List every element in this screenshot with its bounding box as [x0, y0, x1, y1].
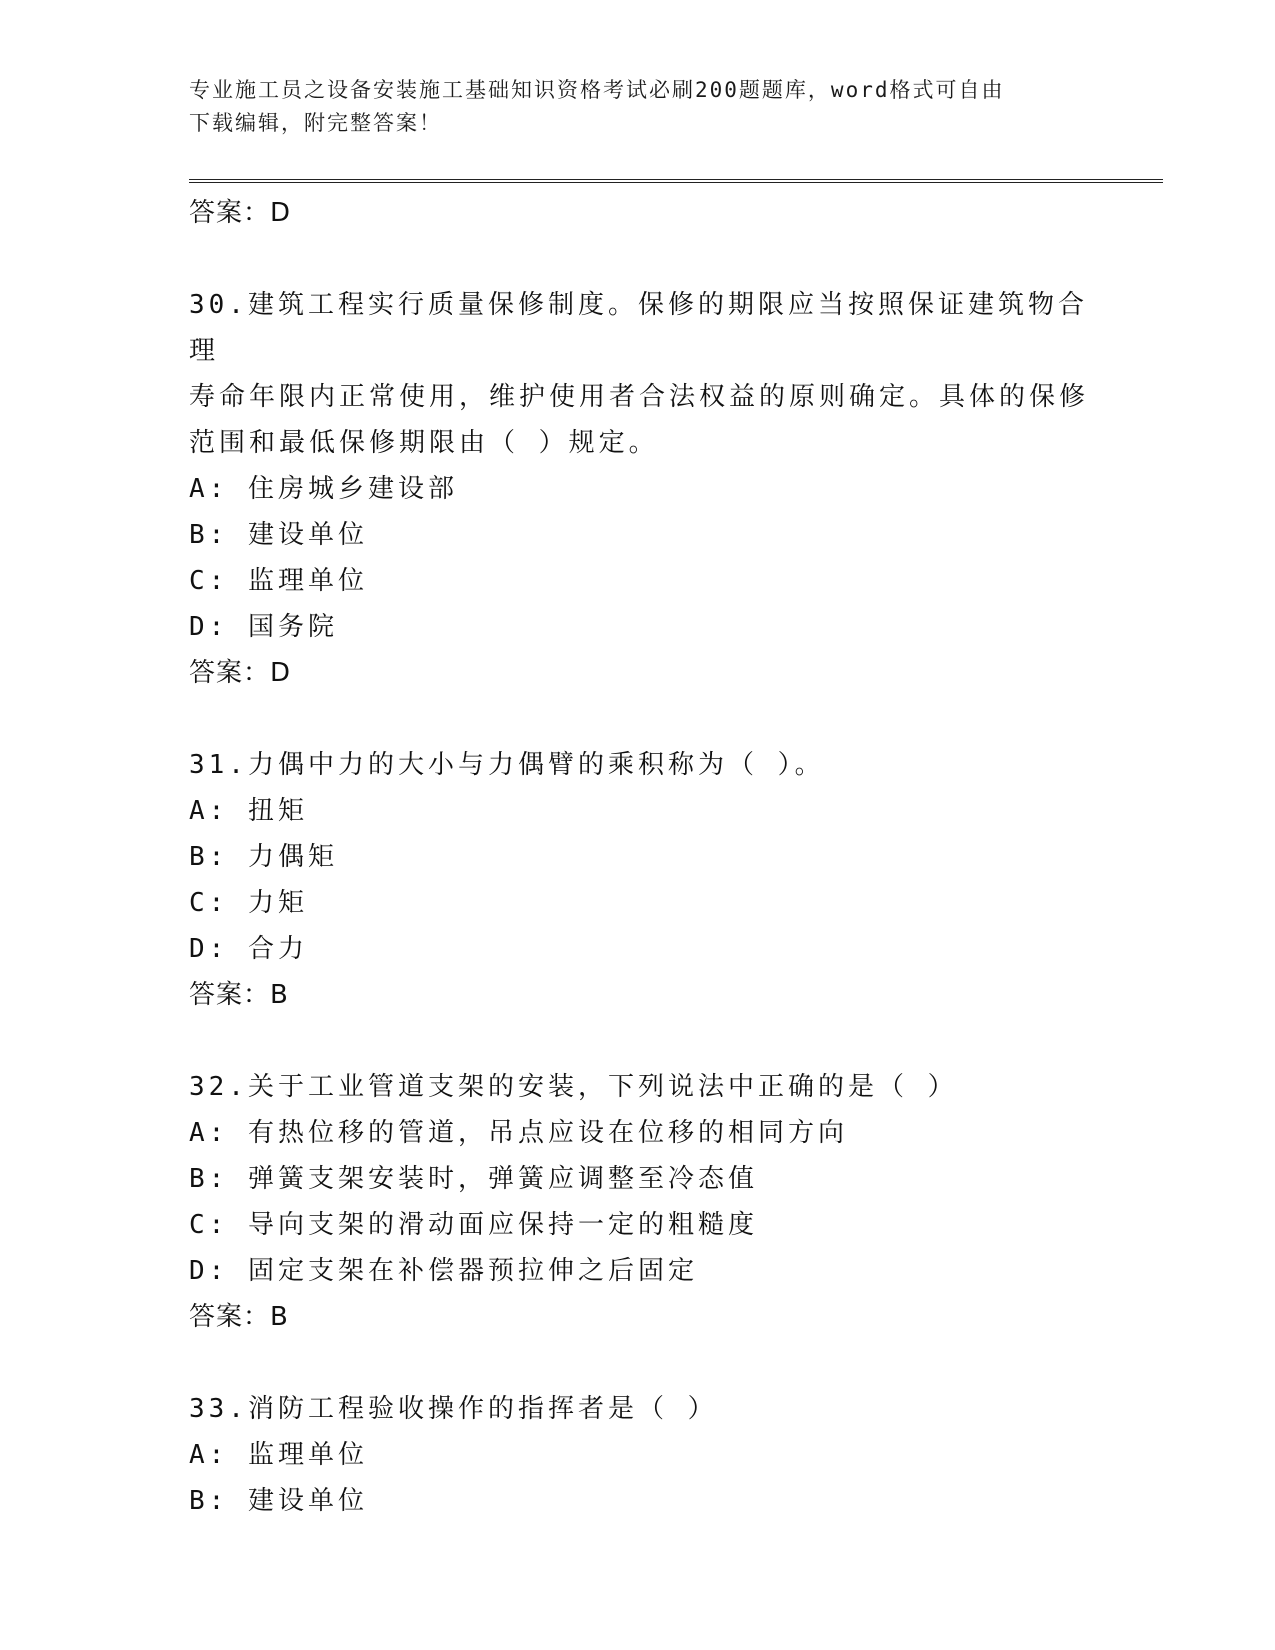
question-stem-line: 范围和最低保修期限由（ ）规定。 — [189, 428, 659, 458]
option-c: C: 导向支架的滑动面应保持一定的粗糙度 — [189, 1210, 758, 1240]
question-stem-line: 寿命年限内正常使用，维护使用者合法权益的原则确定。具体的保修 — [189, 382, 1090, 412]
answer-line: 答案：B — [189, 1302, 289, 1332]
answer-line-29: 答案：D — [189, 198, 292, 228]
question-32 — [189, 1064, 1089, 1340]
option-d: D: 固定支架在补偿器预拉伸之后固定 — [189, 1256, 698, 1286]
spacer — [189, 236, 1089, 282]
spacer — [189, 1018, 1089, 1064]
option-c: C: 力矩 — [189, 888, 308, 918]
header-title-line-1: 专业施工员之设备安装施工基础知识资格考试必刷200题题库，word格式可自由 — [189, 78, 1005, 102]
question-31 — [189, 742, 1089, 1018]
option-b: B: 建设单位 — [189, 520, 368, 550]
spacer — [189, 696, 1089, 742]
option-c: C: 监理单位 — [189, 566, 368, 596]
option-b: B: 力偶矩 — [189, 842, 338, 872]
question-stem-line: 32.关于工业管道支架的安装，下列说法中正确的是（ ） — [189, 1072, 958, 1102]
header-double-rule — [189, 179, 1163, 183]
option-a: A: 监理单位 — [189, 1440, 368, 1470]
document-content — [189, 190, 1089, 1524]
option-b: B: 弹簧支架安装时，弹簧应调整至冷态值 — [189, 1164, 758, 1194]
page-header — [189, 74, 1089, 140]
question-stem-line: 33.消防工程验收操作的指挥者是（ ） — [189, 1394, 718, 1424]
option-d: D: 合力 — [189, 934, 308, 964]
answer-line: 答案：D — [189, 658, 292, 688]
question-stem-line: 31.力偶中力的大小与力偶臂的乘积称为（ ）。 — [189, 750, 825, 780]
spacer — [189, 1340, 1089, 1386]
option-a: A: 住房城乡建设部 — [189, 474, 458, 504]
header-title-line-2: 下载编辑，附完整答案！ — [189, 111, 442, 135]
question-33 — [189, 1386, 1089, 1524]
question-stem-line: 30.建筑工程实行质量保修制度。保修的期限应当按照保证建筑物合理 — [189, 290, 1088, 366]
option-a: A: 有热位移的管道，吊点应设在位移的相同方向 — [189, 1118, 848, 1148]
option-a: A: 扭矩 — [189, 796, 308, 826]
answer-line: 答案：B — [189, 980, 289, 1010]
option-d: D: 国务院 — [189, 612, 338, 642]
option-b: B: 建设单位 — [189, 1486, 368, 1516]
question-30 — [189, 282, 1089, 696]
